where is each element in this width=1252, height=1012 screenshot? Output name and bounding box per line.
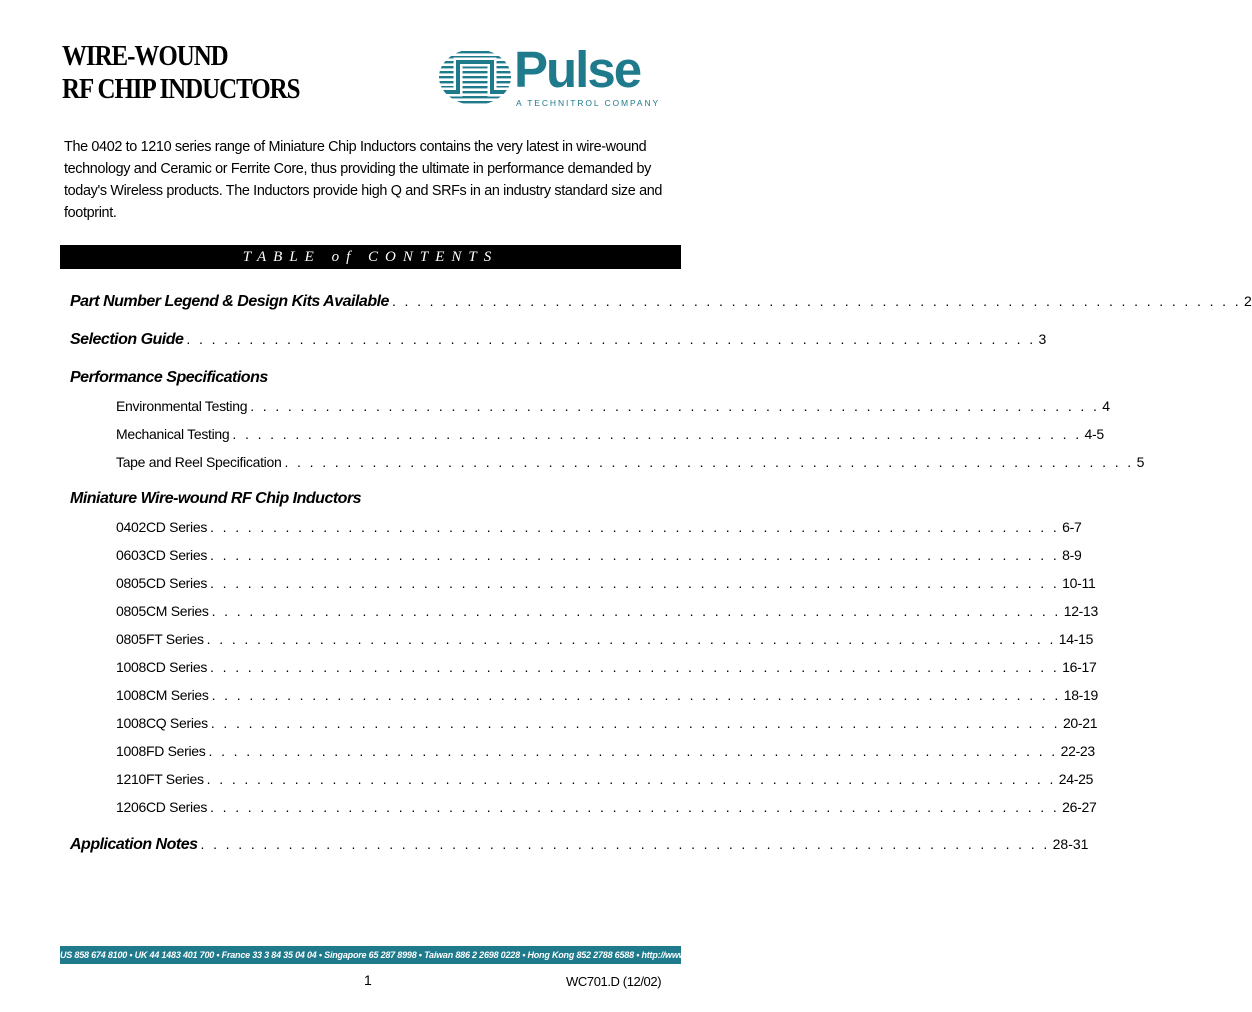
toc-entry-0805cm[interactable] xyxy=(116,603,1099,619)
toc-entry-label: Mechanical Testing xyxy=(116,426,230,442)
dot-leader: . . . . . . . . . . . . . . . . . . . . . . . . . . . . . . . . . . . . . . . . . . . . . . . . . . . . . . . . . . . . . . . . . . . . xyxy=(210,547,1060,563)
dot-leader: . . . . . . . . . . . . . . . . . . . . . . . . . . . . . . . . . . . . . . . . . . . . . . . . . . . . . . . . . . . . . . . . . . . . xyxy=(210,519,1060,535)
dot-leader: . . . . . . . . . . . . . . . . . . . . . . . . . . . . . . . . . . . . . . . . . . . . . . . . . . . . . . . . . . . . . . . . . . . . xyxy=(250,398,1100,414)
toc-entry-label: 1206CD Series xyxy=(116,799,208,815)
toc-entry-label: Tape and Reel Specification xyxy=(116,454,282,470)
dot-leader: . . . . . . . . . . . . . . . . . . . . . . . . . . . . . . . . . . . . . . . . . . . . . . . . . . . . . . . . . . . . . . . . . . . . xyxy=(211,603,1061,619)
toc-entry-page: 22-23 xyxy=(1060,743,1095,759)
toc-entry-page: 26-27 xyxy=(1062,799,1097,815)
dot-leader: . . . . . . . . . . . . . . . . . . . . . . . . . . . . . . . . . . . . . . . . . . . . . . . . . . . . . . . . . . . . . . . . . . . . xyxy=(206,631,1056,647)
toc-entry-page: 4 xyxy=(1102,398,1110,414)
document-title xyxy=(62,40,299,106)
toc-header: TABLE of CONTENTS xyxy=(60,245,681,269)
dot-leader: . . . . . . . . . . . . . . . . . . . . . . . . . . . . . . . . . . . . . . . . . . . . . . . . . . . . . . . . . . . . . . . . . . . . xyxy=(211,687,1061,703)
toc-entry-0805ft[interactable] xyxy=(116,631,1094,647)
dot-leader: . . . . . . . . . . . . . . . . . . . . . . . . . . . . . . . . . . . . . . . . . . . . . . . . . . . . . . . . . . . . . . . . . . . . xyxy=(206,771,1056,787)
toc-entry-page: 2 xyxy=(1244,293,1252,309)
toc-entry-label: Part Number Legend & Design Kits Available xyxy=(70,293,389,310)
toc-entry-0402cd[interactable] xyxy=(116,519,1082,535)
toc-entry-mechanical[interactable] xyxy=(116,426,1104,442)
toc-entry-1008fd[interactable] xyxy=(116,743,1095,759)
toc-entry-part-number[interactable] xyxy=(70,293,1252,311)
toc-entry-1008cm[interactable] xyxy=(116,687,1099,703)
toc-entry-label: 0805FT Series xyxy=(116,631,204,647)
dot-leader: . . . . . . . . . . . . . . . . . . . . . . . . . . . . . . . . . . . . . . . . . . . . . . . . . . . . . . . . . . . . . . . . . . . . xyxy=(186,331,1036,347)
intro-paragraph: The 0402 to 1210 series range of Miniature Chip Inductors contains the very latest in wire-wound technology and Ceramic or Ferrite Core, thus providing the ultimate in performance demanded by today's Wireless products. The Inductors provide high Q and SRFs in an industry standard size and footprint. xyxy=(64,139,663,221)
dot-leader: . . . . . . . . . . . . . . . . . . . . . . . . . . . . . . . . . . . . . . . . . . . . . . . . . . . . . . . . . . . . . . . . . . . . xyxy=(210,715,1060,731)
toc-entry-page: 4-5 xyxy=(1084,426,1104,442)
dot-leader: . . . . . . . . . . . . . . . . . . . . . . . . . . . . . . . . . . . . . . . . . . . . . . . . . . . . . . . . . . . . . . . . . . . . xyxy=(200,836,1050,852)
toc-entry-label: 1008FD Series xyxy=(116,743,206,759)
pulse-wave-icon xyxy=(438,46,512,108)
toc-entry-label: Environmental Testing xyxy=(116,398,248,414)
toc-entry-page: 20-21 xyxy=(1062,715,1098,731)
toc-entry-label: 0603CD Series xyxy=(116,547,208,563)
toc-entry-1206cd[interactable] xyxy=(116,799,1097,815)
toc-entry-selection-guide[interactable] xyxy=(70,331,1047,349)
toc-entry-application-notes[interactable] xyxy=(70,836,1089,854)
toc-entry-1008cq[interactable] xyxy=(116,715,1098,731)
dot-leader: . . . . . . . . . . . . . . . . . . . . . . . . . . . . . . . . . . . . . . . . . . . . . . . . . . . . . . . . . . . . . . . . . . . . xyxy=(208,743,1058,759)
toc-entry-tape-reel[interactable] xyxy=(116,454,1145,470)
toc-entry-label: 1210FT Series xyxy=(116,771,204,787)
toc-entry-1008cd[interactable] xyxy=(116,659,1097,675)
toc-entry-label: Selection Guide xyxy=(70,331,184,348)
dot-leader: . . . . . . . . . . . . . . . . . . . . . . . . . . . . . . . . . . . . . . . . . . . . . . . . . . . . . . . . . . . . . . . . . . . . xyxy=(391,293,1242,309)
dot-leader: . . . . . . . . . . . . . . . . . . . . . . . . . . . . . . . . . . . . . . . . . . . . . . . . . . . . . . . . . . . . . . . . . . . . xyxy=(210,799,1060,815)
dot-leader: . . . . . . . . . . . . . . . . . . . . . . . . . . . . . . . . . . . . . . . . . . . . . . . . . . . . . . . . . . . . . . . . . . . . xyxy=(284,454,1134,470)
toc-heading-performance: Performance Specifications xyxy=(70,369,268,386)
toc-entry-page: 6-7 xyxy=(1062,519,1082,535)
toc-entry-label: 0402CD Series xyxy=(116,519,208,535)
toc-entry-page: 16-17 xyxy=(1062,659,1097,675)
logo-tagline: A TECHNITROL COMPANY xyxy=(516,98,661,108)
title-line-1: WIRE-WOUND xyxy=(62,40,228,72)
toc-entry-label: Application Notes xyxy=(70,836,198,853)
toc-entry-page: 12-13 xyxy=(1063,603,1099,619)
toc-entry-page: 18-19 xyxy=(1063,687,1099,703)
toc-entry-0603cd[interactable] xyxy=(116,547,1082,563)
document-code: WC701.D (12/02) xyxy=(566,974,662,989)
toc-entry-label: 0805CM Series xyxy=(116,603,209,619)
toc-entry-1210ft[interactable] xyxy=(116,771,1094,787)
toc-heading-miniature: Miniature Wire-wound RF Chip Inductors xyxy=(70,490,362,507)
toc-entry-label: 1008CQ Series xyxy=(116,715,208,731)
toc-entry-page: 10-11 xyxy=(1062,575,1096,591)
toc-entry-page: 3 xyxy=(1038,331,1047,347)
toc-entry-label: 0805CD Series xyxy=(116,575,208,591)
toc-entry-page: 28-31 xyxy=(1052,836,1089,852)
toc-entry-page: 14-15 xyxy=(1058,631,1094,647)
pulse-logo xyxy=(438,41,688,108)
toc-entry-0805cd[interactable] xyxy=(116,575,1096,591)
contact-bar: US 858 674 8100 • UK 44 1483 401 700 • France 33 3 84 35 04 04 • Singapore 65 287 8998 • Taiwan 886 2 2698 0228 • Hong Kong 852 2788 6588 • http://www.pulseeng.com xyxy=(60,946,681,964)
page-number: 1 xyxy=(364,972,372,988)
toc-entry-label: 1008CM Series xyxy=(116,687,209,703)
logo-wordmark: Pulse xyxy=(514,41,641,98)
toc-entry-page: 5 xyxy=(1136,454,1145,470)
dot-leader: . . . . . . . . . . . . . . . . . . . . . . . . . . . . . . . . . . . . . . . . . . . . . . . . . . . . . . . . . . . . . . . . . . . . xyxy=(210,659,1060,675)
toc-entry-environmental[interactable] xyxy=(116,398,1110,414)
title-line-2: RF CHIP INDUCTORS xyxy=(62,73,300,105)
toc-entry-label: 1008CD Series xyxy=(116,659,208,675)
toc-entry-page: 8-9 xyxy=(1062,547,1082,563)
dot-leader: . . . . . . . . . . . . . . . . . . . . . . . . . . . . . . . . . . . . . . . . . . . . . . . . . . . . . . . . . . . . . . . . . . . . xyxy=(210,575,1060,591)
dot-leader: . . . . . . . . . . . . . . . . . . . . . . . . . . . . . . . . . . . . . . . . . . . . . . . . . . . . . . . . . . . . . . . . . . . . xyxy=(232,426,1082,442)
toc-entry-page: 24-25 xyxy=(1058,771,1094,787)
